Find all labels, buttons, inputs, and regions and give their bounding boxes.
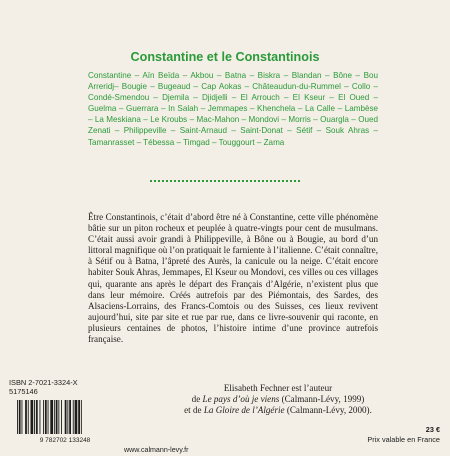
barcode-bar xyxy=(69,400,71,434)
barcode-bar xyxy=(40,400,41,434)
isbn-block xyxy=(9,378,78,397)
barcode xyxy=(9,400,121,444)
places-list: Constantine – Aïn Beïda – Akbou – Batna – Biskra – Blandan – Bône – Bou Arreridj– Bougie – Bugeaud – Cap Aokas – Châteaudun-du-Rummel – Collo – Condé-Smendou – Djemila – Djidjelli – El Arrouch – El Kseur – El Oued – Guelma – Guerrara – In Salah – Jemmapes – Khenchela – La Calle – Lambèse – La Meskiana – Le Kroubs – Mac-Mahon – Mondovi – Morris – Ouargla – Oued Zenati – Philippeville – Saint-Arnaud – Saint-Donat – Sétif – Souk Ahras – Tamanrasset – Tébessa – Timgad – Touggourt – Zama xyxy=(88,71,378,147)
book-title: Constantine et le Constantinois xyxy=(130,50,320,64)
author-line-2 xyxy=(148,394,408,405)
dotted-divider xyxy=(150,180,300,182)
barcode-bar xyxy=(50,400,53,434)
author-note xyxy=(148,383,408,416)
barcode-bar xyxy=(25,400,27,434)
book2-info: (Calmann-Lévy, 2000). xyxy=(284,405,372,416)
barcode-bar xyxy=(28,400,29,434)
blurb-paragraph: Être Constantinois, c’était d’abord être né à Constantine, cette ville phénomène bâtie sur un piton rocheux et peuplée à quatre-vingts pour cent de musulmans. C’était aussi avoir grandi à Philippeville, à Bône ou à Bougie, au bord d’un littoral magnifique où l’on pratiquait le farniente à l’italienne. C’était connaître, à Sétif ou à Batna, l’âpreté des Aurès, la canicule ou la neige. C’était encore habiter Souk Ahras, Jemmapes, El Kseur ou Mondovi, ces villes ou ces villages qui, quarante ans après le départ des Français d’Algérie, n’existent plus que dans leur mémoire. Créés autrefois par des Piémontais, des Sardes, des Alsaciens-Lorrains, des Francs-Comtois ou des Suisses, ces lieux revivent aujourd’hui, site par site et rue par rue, dans ce livre-souvenir qui raconte, en plusieurs centaines de photos, l’histoire intime d’une province autrefois française. xyxy=(88,212,378,345)
price-block xyxy=(367,425,440,444)
barcode-bar xyxy=(48,400,49,434)
author-line-3 xyxy=(148,405,408,416)
isbn-number: ISBN 2-7021-3324-X xyxy=(9,378,78,387)
barcode-bar xyxy=(75,400,78,434)
publisher-website[interactable]: www.calmann-levy.fr xyxy=(124,446,189,454)
book1-info: (Calmann-Lévy, 1999) xyxy=(279,394,365,405)
barcode-bar xyxy=(45,400,47,434)
barcode-bars xyxy=(17,400,82,434)
barcode-bar xyxy=(54,400,55,434)
barcode-bar xyxy=(43,400,44,434)
barcode-bar xyxy=(34,400,35,434)
barcode-bar xyxy=(73,400,74,434)
barcode-bar xyxy=(67,400,68,434)
book1-title: Le pays d’où je viens xyxy=(202,394,280,405)
author-line-1: Elisabeth Fechner est l’auteur xyxy=(223,383,333,393)
barcode-bar xyxy=(31,400,34,434)
barcode-bar xyxy=(17,400,18,434)
barcode-bar xyxy=(56,400,58,434)
barcode-bar xyxy=(81,400,82,434)
barcode-bar xyxy=(19,400,21,434)
barcode-bar xyxy=(22,400,23,434)
barcode-digits: 9 782702 133248 xyxy=(39,437,91,444)
price-note: Prix valable en France xyxy=(367,434,440,444)
barcode-bar xyxy=(78,400,80,434)
barcode-bar xyxy=(58,400,59,434)
product-code: 5175146 xyxy=(9,387,38,397)
book2-title: La Gloire de l’Algérie xyxy=(203,405,285,416)
barcode-bar xyxy=(65,400,67,434)
barcode-bar xyxy=(61,400,62,434)
author-line-2-prefix: de xyxy=(191,394,203,405)
author-line-3-prefix: et de xyxy=(184,405,204,416)
back-cover-blurb xyxy=(88,212,378,345)
barcode-bar xyxy=(36,400,38,434)
price-amount: 23 € xyxy=(425,425,440,434)
